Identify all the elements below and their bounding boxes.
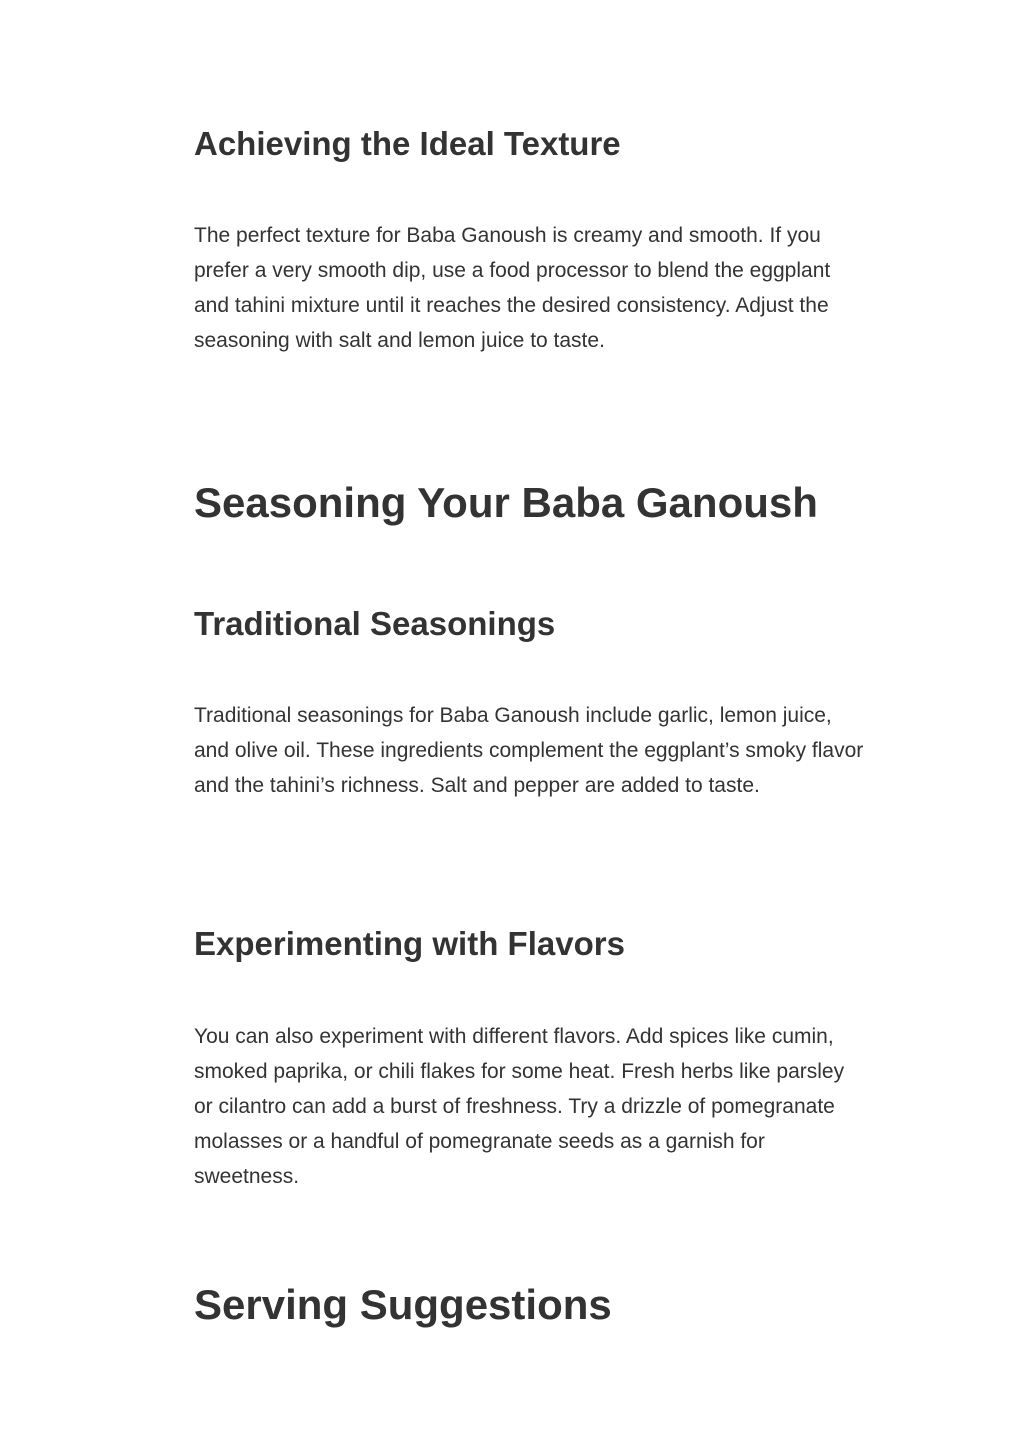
heading-serving-suggestions: Serving Suggestions	[194, 1281, 612, 1328]
paragraph-experimenting-with-flavors: You can also experiment with different flavors. Add spices like cumin, smoked paprika, or chili flakes for some heat. Fresh herbs like parsley or cilantro can add a burst of freshness. Try a drizzle of pomegranate molasses or a handful of pomegranate seeds as a garnish for sweetness.	[194, 1025, 845, 1188]
heading-seasoning-your-baba-ganoush: Seasoning Your Baba Ganoush	[194, 479, 818, 526]
heading-experimenting-with-flavors: Experimenting with Flavors	[194, 925, 625, 962]
paragraph-traditional-seasonings: Traditional seasonings for Baba Ganoush include garlic, lemon juice, and olive oil. These ingredients complement the eggplant’s smoky flavor and the tahini’s richness. Salt and pepper are added to taste.	[194, 704, 864, 797]
heading-achieving-ideal-texture: Achieving the Ideal Texture	[194, 125, 621, 162]
heading-traditional-seasonings: Traditional Seasonings	[194, 605, 556, 642]
paragraph-ideal-texture: The perfect texture for Baba Ganoush is creamy and smooth. If you prefer a very smooth dip, use a food processor to blend the eggplant and tahini mixture until it reaches the desired consistency. Adjust the seasoning with salt and lemon juice to taste.	[194, 224, 831, 352]
